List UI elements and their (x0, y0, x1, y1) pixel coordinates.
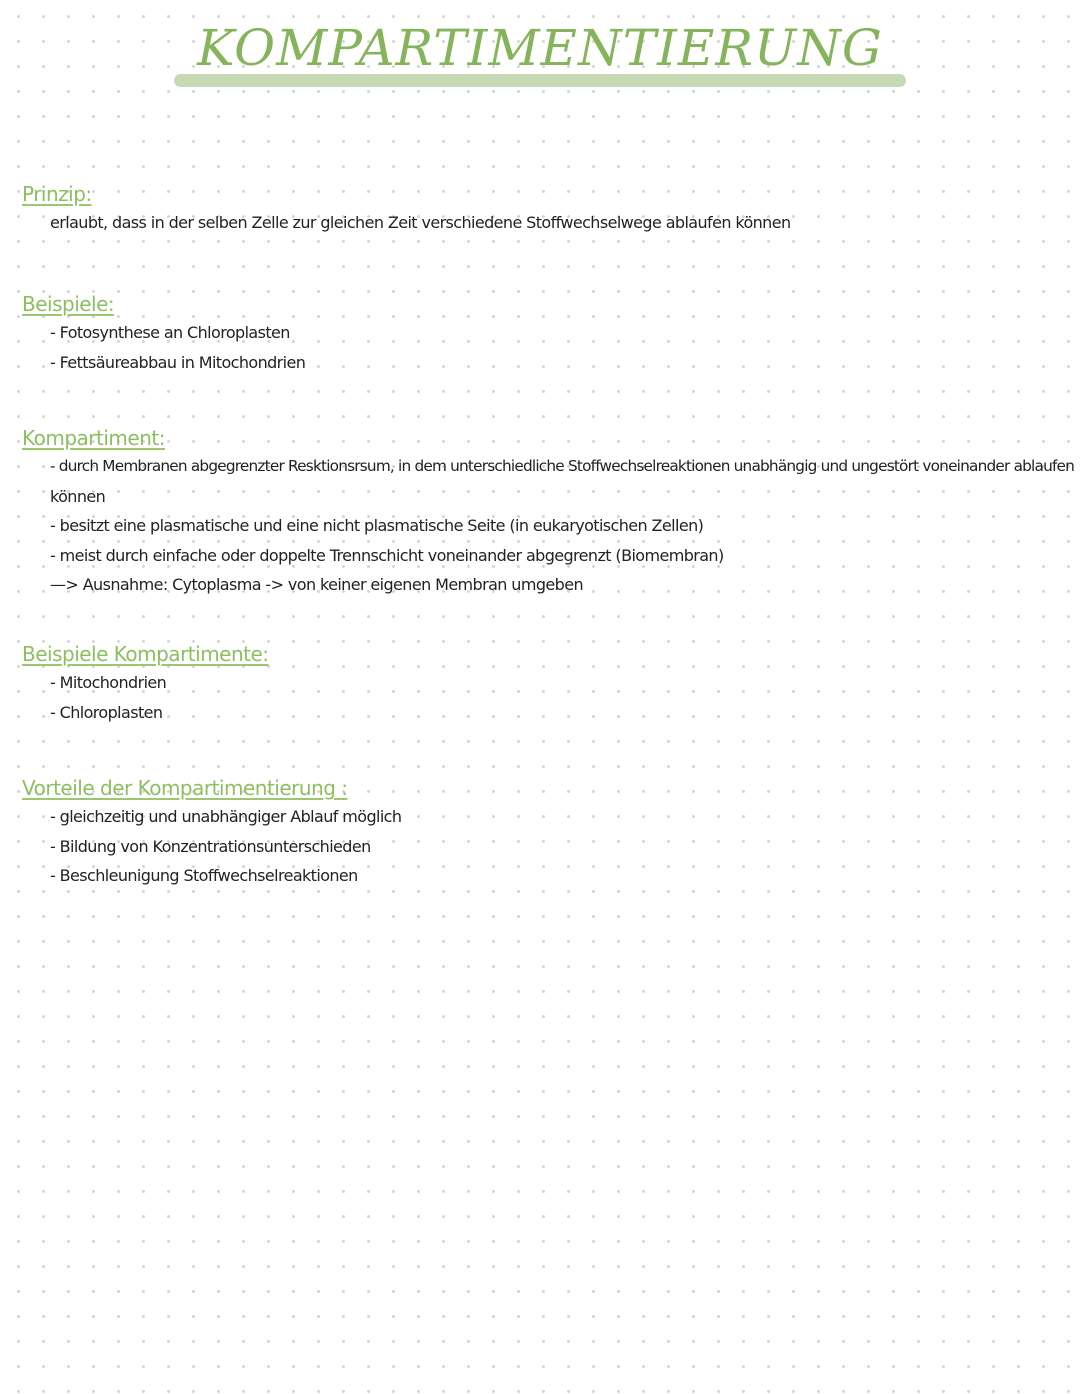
heading-kompartiment: Kompartiment: (22, 426, 165, 450)
list-item: - Beschleunigung Stoffwechselreaktionen (50, 866, 358, 885)
heading-beispiele-kompartimente: Beispiele Kompartimente: (22, 642, 269, 666)
section-kompartiment (22, 424, 1074, 600)
list-item: - Fotosynthese an Chloroplasten (50, 323, 290, 342)
title-block (170, 8, 910, 88)
section-beispiele-kompartimente (22, 640, 269, 727)
list-item: - durch Membranen abgegrenzter Resktionsrsum, in dem unterschiedliche Stoffwechselreaktionen unabhängig und ungestört voneinander ablaufen (50, 457, 1075, 475)
list-item: - Mitochondrien (50, 673, 167, 692)
prinzip-text: erlaubt, dass in der selben Zelle zur gleichen Zeit verschiedene Stoffwechselwege ablaufen können (50, 213, 791, 232)
heading-prinzip: Prinzip: (22, 182, 92, 206)
heading-beispiele: Beispiele: (22, 292, 115, 316)
list-item-continuation: können (50, 486, 106, 506)
list-item: - besitzt eine plasmatische und eine nicht plasmatische Seite (in eukaryotischen Zellen) (50, 516, 704, 535)
list-item: - Chloroplasten (50, 702, 163, 722)
list-item: - Fettsäureabbau in Mitochondrien (50, 352, 306, 372)
page-title: KOMPARTIMENTIERUNG (197, 19, 883, 77)
list-item: - meist durch einfache oder doppelte Trennschicht voneinander abgegrenzt (Biomembran) (50, 545, 724, 565)
section-beispiele (22, 290, 305, 377)
list-item: —> Ausnahme: Cytoplasma -> von keiner eigenen Membran umgeben (50, 575, 583, 594)
list-item: - Bildung von Konzentrationsunterschieden (50, 836, 371, 856)
heading-vorteile: Vorteile der Kompartimentierung : (22, 776, 348, 800)
section-prinzip (22, 180, 791, 238)
section-vorteile (22, 774, 401, 891)
list-item: - gleichzeitig und unabhängiger Ablauf möglich (50, 807, 402, 826)
